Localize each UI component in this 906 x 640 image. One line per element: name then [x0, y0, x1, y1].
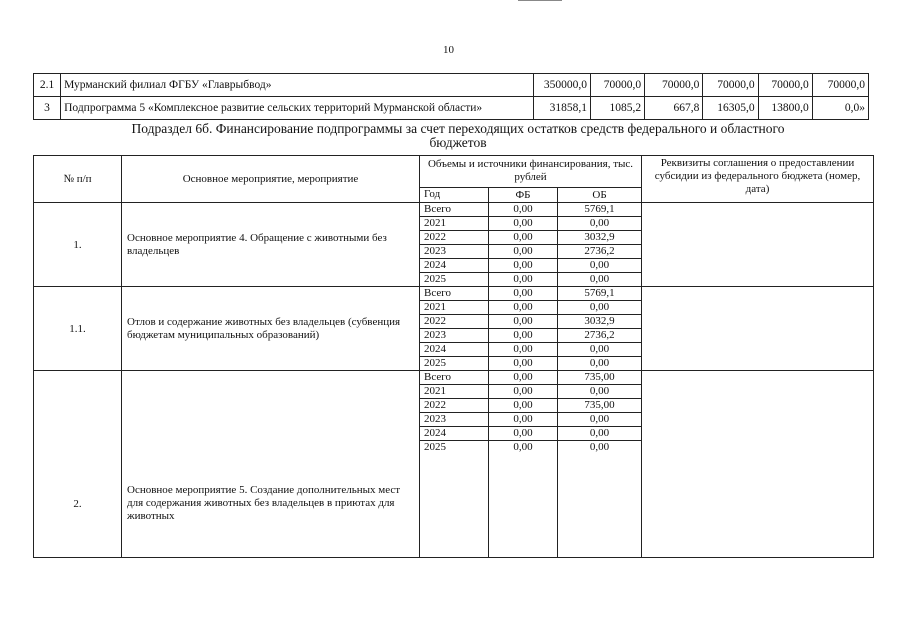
fb-cell: 0,00 — [489, 301, 558, 315]
row-index: 3 — [34, 97, 61, 120]
row-value: 70000,0 — [758, 74, 812, 97]
table-row — [34, 74, 869, 97]
fb-cell: 0,00 — [489, 413, 558, 427]
ob-cell: 2736,2 — [558, 245, 642, 259]
ob-cell: 5769,1 — [558, 287, 642, 301]
item-activity: Отлов и содержание животных без владельцев (субвенция бюджетам муниципальных образований) — [122, 287, 420, 371]
ob-cell: 0,00 — [558, 357, 642, 371]
year-cell: Всего — [420, 287, 489, 301]
empty-cell — [558, 454, 642, 558]
header-row — [34, 156, 874, 188]
row-value: 31858,1 — [533, 97, 590, 120]
row-value: 13800,0 — [758, 97, 812, 120]
year-cell: 2025 — [420, 357, 489, 371]
program-summary-table — [33, 73, 869, 120]
ob-cell: 735,00 — [558, 399, 642, 413]
header-year: Год — [420, 187, 489, 202]
row-value: 16305,0 — [703, 97, 758, 120]
fb-cell: 0,00 — [489, 329, 558, 343]
item-number: 1. — [34, 203, 122, 287]
year-cell: 2023 — [420, 329, 489, 343]
year-cell: Всего — [420, 371, 489, 385]
year-cell: Всего — [420, 203, 489, 217]
requisites-cell — [642, 203, 874, 287]
item-number: 1.1. — [34, 287, 122, 371]
header-no: № п/п — [34, 156, 122, 203]
fb-cell: 0,00 — [489, 427, 558, 441]
ob-cell: 0,00 — [558, 273, 642, 287]
year-cell: 2025 — [420, 441, 489, 455]
fb-cell: 0,00 — [489, 343, 558, 357]
table-row — [34, 203, 874, 217]
year-cell: 2022 — [420, 231, 489, 245]
fb-cell: 0,00 — [489, 315, 558, 329]
ob-cell: 0,00 — [558, 217, 642, 231]
table-row — [34, 371, 874, 385]
table-row — [34, 287, 874, 301]
year-cell: 2025 — [420, 273, 489, 287]
year-cell: 2021 — [420, 385, 489, 399]
page-number: 10 — [443, 44, 454, 56]
requisites-cell — [642, 287, 874, 371]
year-cell: 2024 — [420, 427, 489, 441]
row-value: 70000,0 — [812, 74, 868, 97]
row-name: Мурманский филиал ФГБУ «Главрыбвод» — [61, 74, 534, 97]
fb-cell: 0,00 — [489, 287, 558, 301]
ob-cell: 2736,2 — [558, 329, 642, 343]
scan-edge-line — [518, 0, 562, 1]
fb-cell: 0,00 — [489, 231, 558, 245]
year-cell: 2024 — [420, 343, 489, 357]
fb-cell: 0,00 — [489, 357, 558, 371]
row-name: Подпрограмма 5 «Комплексное развитие сельских территорий Мурманской области» — [61, 97, 534, 120]
row-value: 70000,0 — [645, 74, 703, 97]
row-value: 350000,0 — [533, 74, 590, 97]
year-cell: 2023 — [420, 413, 489, 427]
year-cell: 2022 — [420, 315, 489, 329]
row-index: 2.1 — [34, 74, 61, 97]
ob-cell: 0,00 — [558, 259, 642, 273]
ob-cell: 0,00 — [558, 441, 642, 455]
fb-cell: 0,00 — [489, 385, 558, 399]
year-cell: 2021 — [420, 301, 489, 315]
ob-cell: 735,00 — [558, 371, 642, 385]
header-volumes: Объемы и источники финансирования, тыс. рублей — [420, 156, 642, 188]
fb-cell: 0,00 — [489, 203, 558, 217]
ob-cell: 5769,1 — [558, 203, 642, 217]
year-cell: 2023 — [420, 245, 489, 259]
ob-cell: 0,00 — [558, 301, 642, 315]
row-value: 70000,0 — [590, 74, 644, 97]
requisites-cell — [642, 371, 874, 558]
table-row — [34, 97, 869, 120]
row-value: 0,0» — [812, 97, 868, 120]
empty-cell — [489, 454, 558, 558]
header-activity: Основное мероприятие, мероприятие — [122, 156, 420, 203]
header-ob: ОБ — [558, 187, 642, 202]
fb-cell: 0,00 — [489, 245, 558, 259]
section-title-line: бюджетов — [429, 135, 487, 150]
fb-cell: 0,00 — [489, 259, 558, 273]
fb-cell: 0,00 — [489, 441, 558, 455]
year-cell: 2022 — [420, 399, 489, 413]
item-activity: Основное мероприятие 5. Создание дополнительных мест для содержания животных без владельцев в приютах для животных — [122, 371, 420, 558]
fb-cell: 0,00 — [489, 217, 558, 231]
section-title — [88, 122, 828, 150]
ob-cell: 3032,9 — [558, 315, 642, 329]
ob-cell: 0,00 — [558, 427, 642, 441]
fb-cell: 0,00 — [489, 399, 558, 413]
ob-cell: 0,00 — [558, 343, 642, 357]
item-activity: Основное мероприятие 4. Обращение с животными без владельцев — [122, 203, 420, 287]
financing-table — [33, 155, 874, 558]
header-fb: ФБ — [489, 187, 558, 202]
ob-cell: 0,00 — [558, 385, 642, 399]
header-requisites: Реквизиты соглашения о предоставлении субсидии из федерального бюджета (номер, дата) — [642, 156, 874, 203]
ob-cell: 0,00 — [558, 413, 642, 427]
row-value: 70000,0 — [703, 74, 758, 97]
year-cell: 2021 — [420, 217, 489, 231]
section-title-line: Подраздел 6б. Финансирование подпрограммы за счет переходящих остатков средств федерального и областного — [131, 121, 785, 136]
empty-cell — [420, 454, 489, 558]
item-number: 2. — [34, 371, 122, 558]
row-value: 667,8 — [645, 97, 703, 120]
year-cell: 2024 — [420, 259, 489, 273]
fb-cell: 0,00 — [489, 371, 558, 385]
ob-cell: 3032,9 — [558, 231, 642, 245]
row-value: 1085,2 — [590, 97, 644, 120]
fb-cell: 0,00 — [489, 273, 558, 287]
